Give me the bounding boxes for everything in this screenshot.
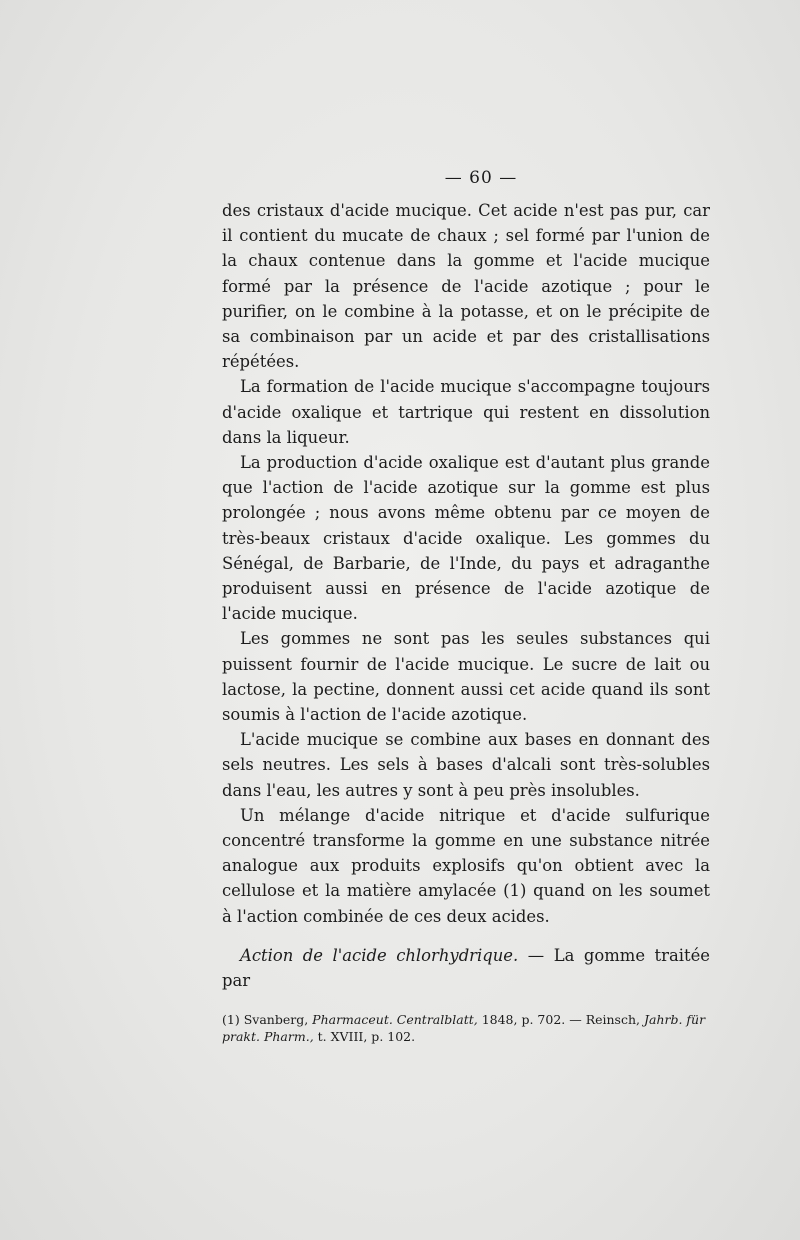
section-title: Action de l'acide chlorhydrique. — [240, 945, 519, 965]
footnote-journal-2: Jahrb. für prakt. Pharm., — [222, 1012, 706, 1045]
paragraph: Les gommes ne sont pas les seules substances qui puissent fournir de l'acide mucique. Le sucre de lait ou lactose, la pectine, donnent aussi cet acide quand ils sont soumis à l'action de l'acide azotique. — [222, 629, 710, 725]
section-paragraph — [222, 943, 710, 993]
footnote — [222, 1011, 710, 1045]
footnote-journal: Pharmaceut. Centralblatt, — [312, 1012, 478, 1028]
paragraph: La formation de l'acide mucique s'accompagne toujours d'acide oxalique et tartrique qui restent en dissolution dans la liqueur. — [222, 377, 710, 447]
footnote-ref-2: t. XVIII, p. 102. — [317, 1029, 416, 1045]
paragraph: L'acide mucique se combine aux bases en donnant des sels neutres. Les sels à bases d'alcali sont très-solubles dans l'eau, les autres y sont à peu près insolubles. — [222, 730, 710, 800]
section-text: — La gomme traitée par — [222, 945, 710, 991]
paragraph: des cristaux d'acide mucique. Cet acide n'est pas pur, car il contient du mucate de chaux ; sel formé par l'union de la chaux contenue dans la gomme et l'acide mucique formé par la présence de l'acide azotique ; pour le purifier, on le combine à la potasse, et on le précipite de sa combinaison par un acide et par des cristallisations répétées. — [222, 201, 710, 372]
page-number: — 60 — — [444, 168, 518, 188]
footnote-marker: (1) — [222, 1012, 240, 1028]
paragraph: Un mélange d'acide nitrique et d'acide sulfurique concentré transforme la gomme en une substance nitrée analogue aux produits explosifs qu'on obtient avec la cellulose et la matière amylacée (1) quand on les soumet à l'action combinée de ces deux acides. — [222, 805, 710, 926]
footnote-author: Svanberg, — [243, 1012, 309, 1028]
paragraph: La production d'acide oxalique est d'autant plus grande que l'action de l'acide azotique sur la gomme est plus prolongée ; nous avons même obtenu par ce moyen de très-beaux cristaux d'acide oxalique. Les gommes du Sénégal, de Barbarie, de l'Inde, du pays et adraganthe produisent aussi en présence de l'acide azotique de l'acide mucique. — [222, 453, 710, 624]
footnote-ref: 1848, p. 702. — Reinsch, — [481, 1012, 640, 1028]
text-block — [222, 168, 710, 1045]
